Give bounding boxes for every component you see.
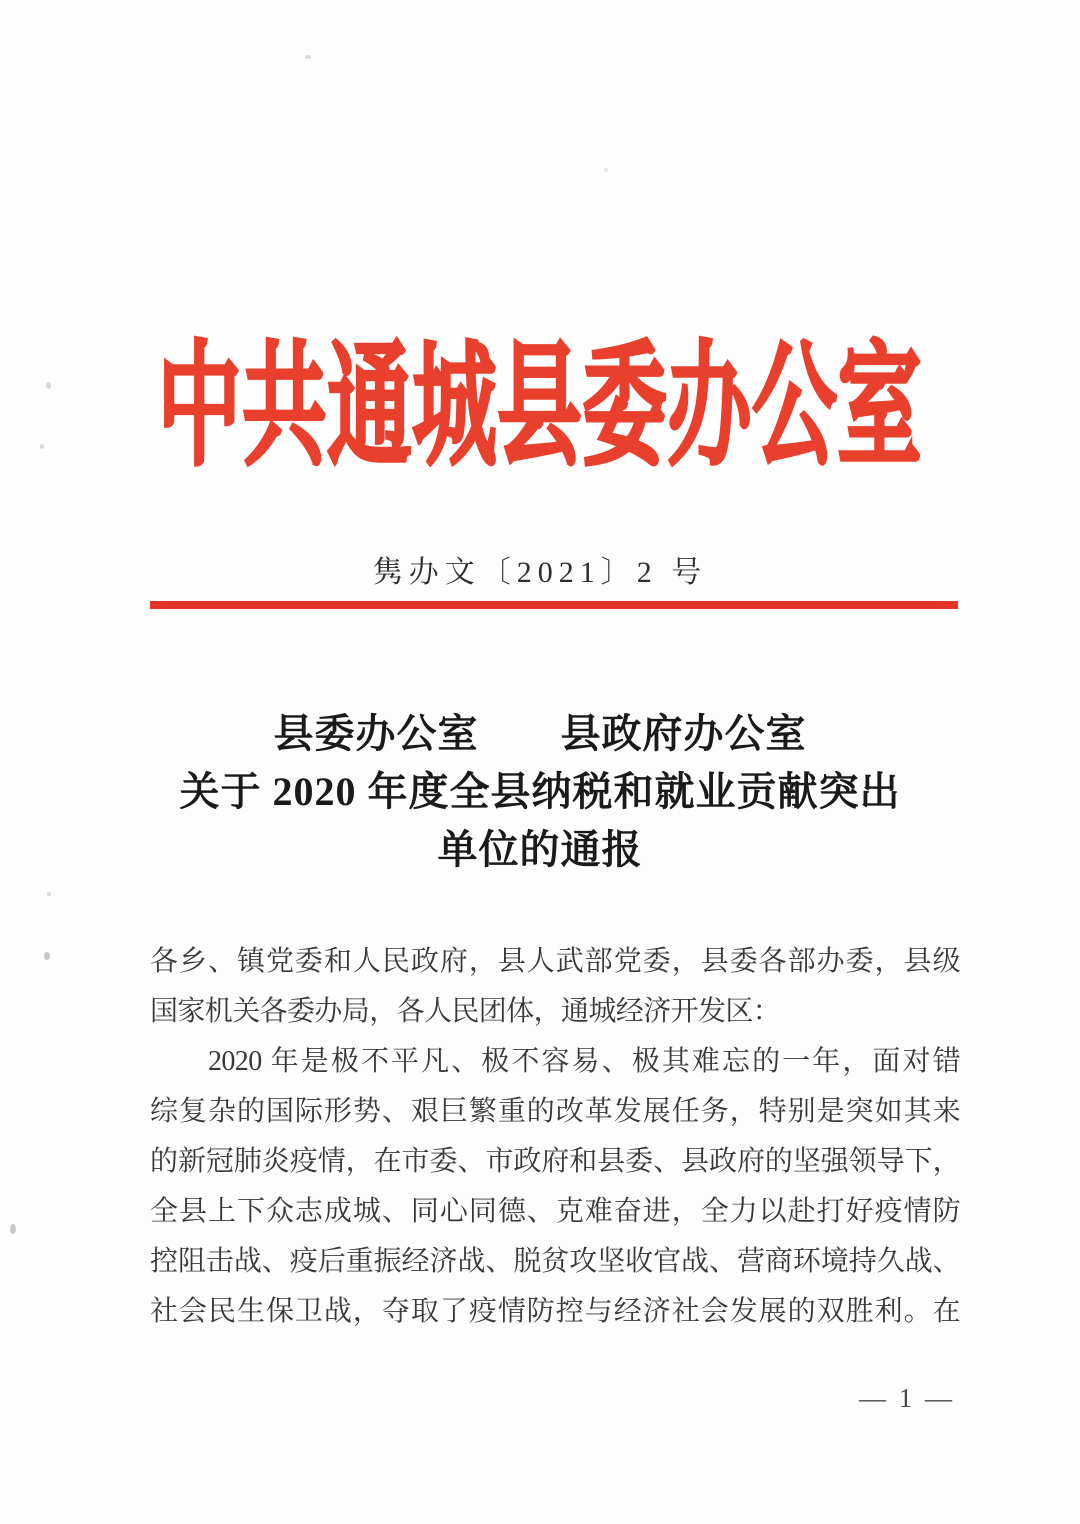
body-line-salutation-1: 各乡、镇党委和人民政府，县人武部党委，县委各部办委，县级 — [150, 946, 960, 977]
body-line-paragraph-4: 全县上下众志成城、同心同德、克难奋进，全力以赴打好疫情防 — [150, 1196, 960, 1227]
body-line-paragraph-1: 2020 年是极不平凡、极不容易、极其难忘的一年，面对错 — [208, 1046, 960, 1077]
scan-speck — [40, 444, 44, 449]
document-title — [0, 705, 1080, 879]
document-title-line-3: 单位的通报 — [437, 827, 643, 872]
body-line-paragraph-6: 社会民生保卫战，夺取了疫情防控与经济社会发展的双胜利。在 — [150, 1296, 960, 1327]
document-title-line-1: 县委办公室 县政府办公室 — [273, 711, 807, 756]
scan-speck — [47, 892, 51, 896]
document-reference-number: 隽办文〔2021〕2 号 — [372, 556, 708, 589]
letterhead-org-name: 中共通城县委办公室 — [157, 334, 923, 483]
scan-speck — [10, 1224, 16, 1234]
body-line-paragraph-3: 的新冠肺炎疫情，在市委、市政府和县委、县政府的坚强领导下， — [150, 1146, 960, 1177]
red-divider-line — [150, 601, 958, 609]
body-line-paragraph-5: 控阻击战、疫后重振经济战、脱贫攻坚收官战、营商环境持久战、 — [150, 1246, 960, 1277]
scan-speck — [305, 55, 311, 59]
document-body — [150, 937, 960, 1337]
document-title-line-2: 关于 2020 年度全县纳税和就业贡献突出 — [179, 769, 901, 814]
page-number: — 1 — — [859, 1383, 955, 1413]
scan-speck — [46, 382, 51, 389]
scan-speck — [44, 952, 50, 960]
body-line-paragraph-2: 综复杂的国际形势、艰巨繁重的改革发展任务，特别是突如其来 — [150, 1096, 960, 1127]
scan-speck — [604, 168, 608, 172]
body-line-salutation-2: 国家机关各委办局，各人民团体，通城经济开发区： — [150, 996, 781, 1027]
